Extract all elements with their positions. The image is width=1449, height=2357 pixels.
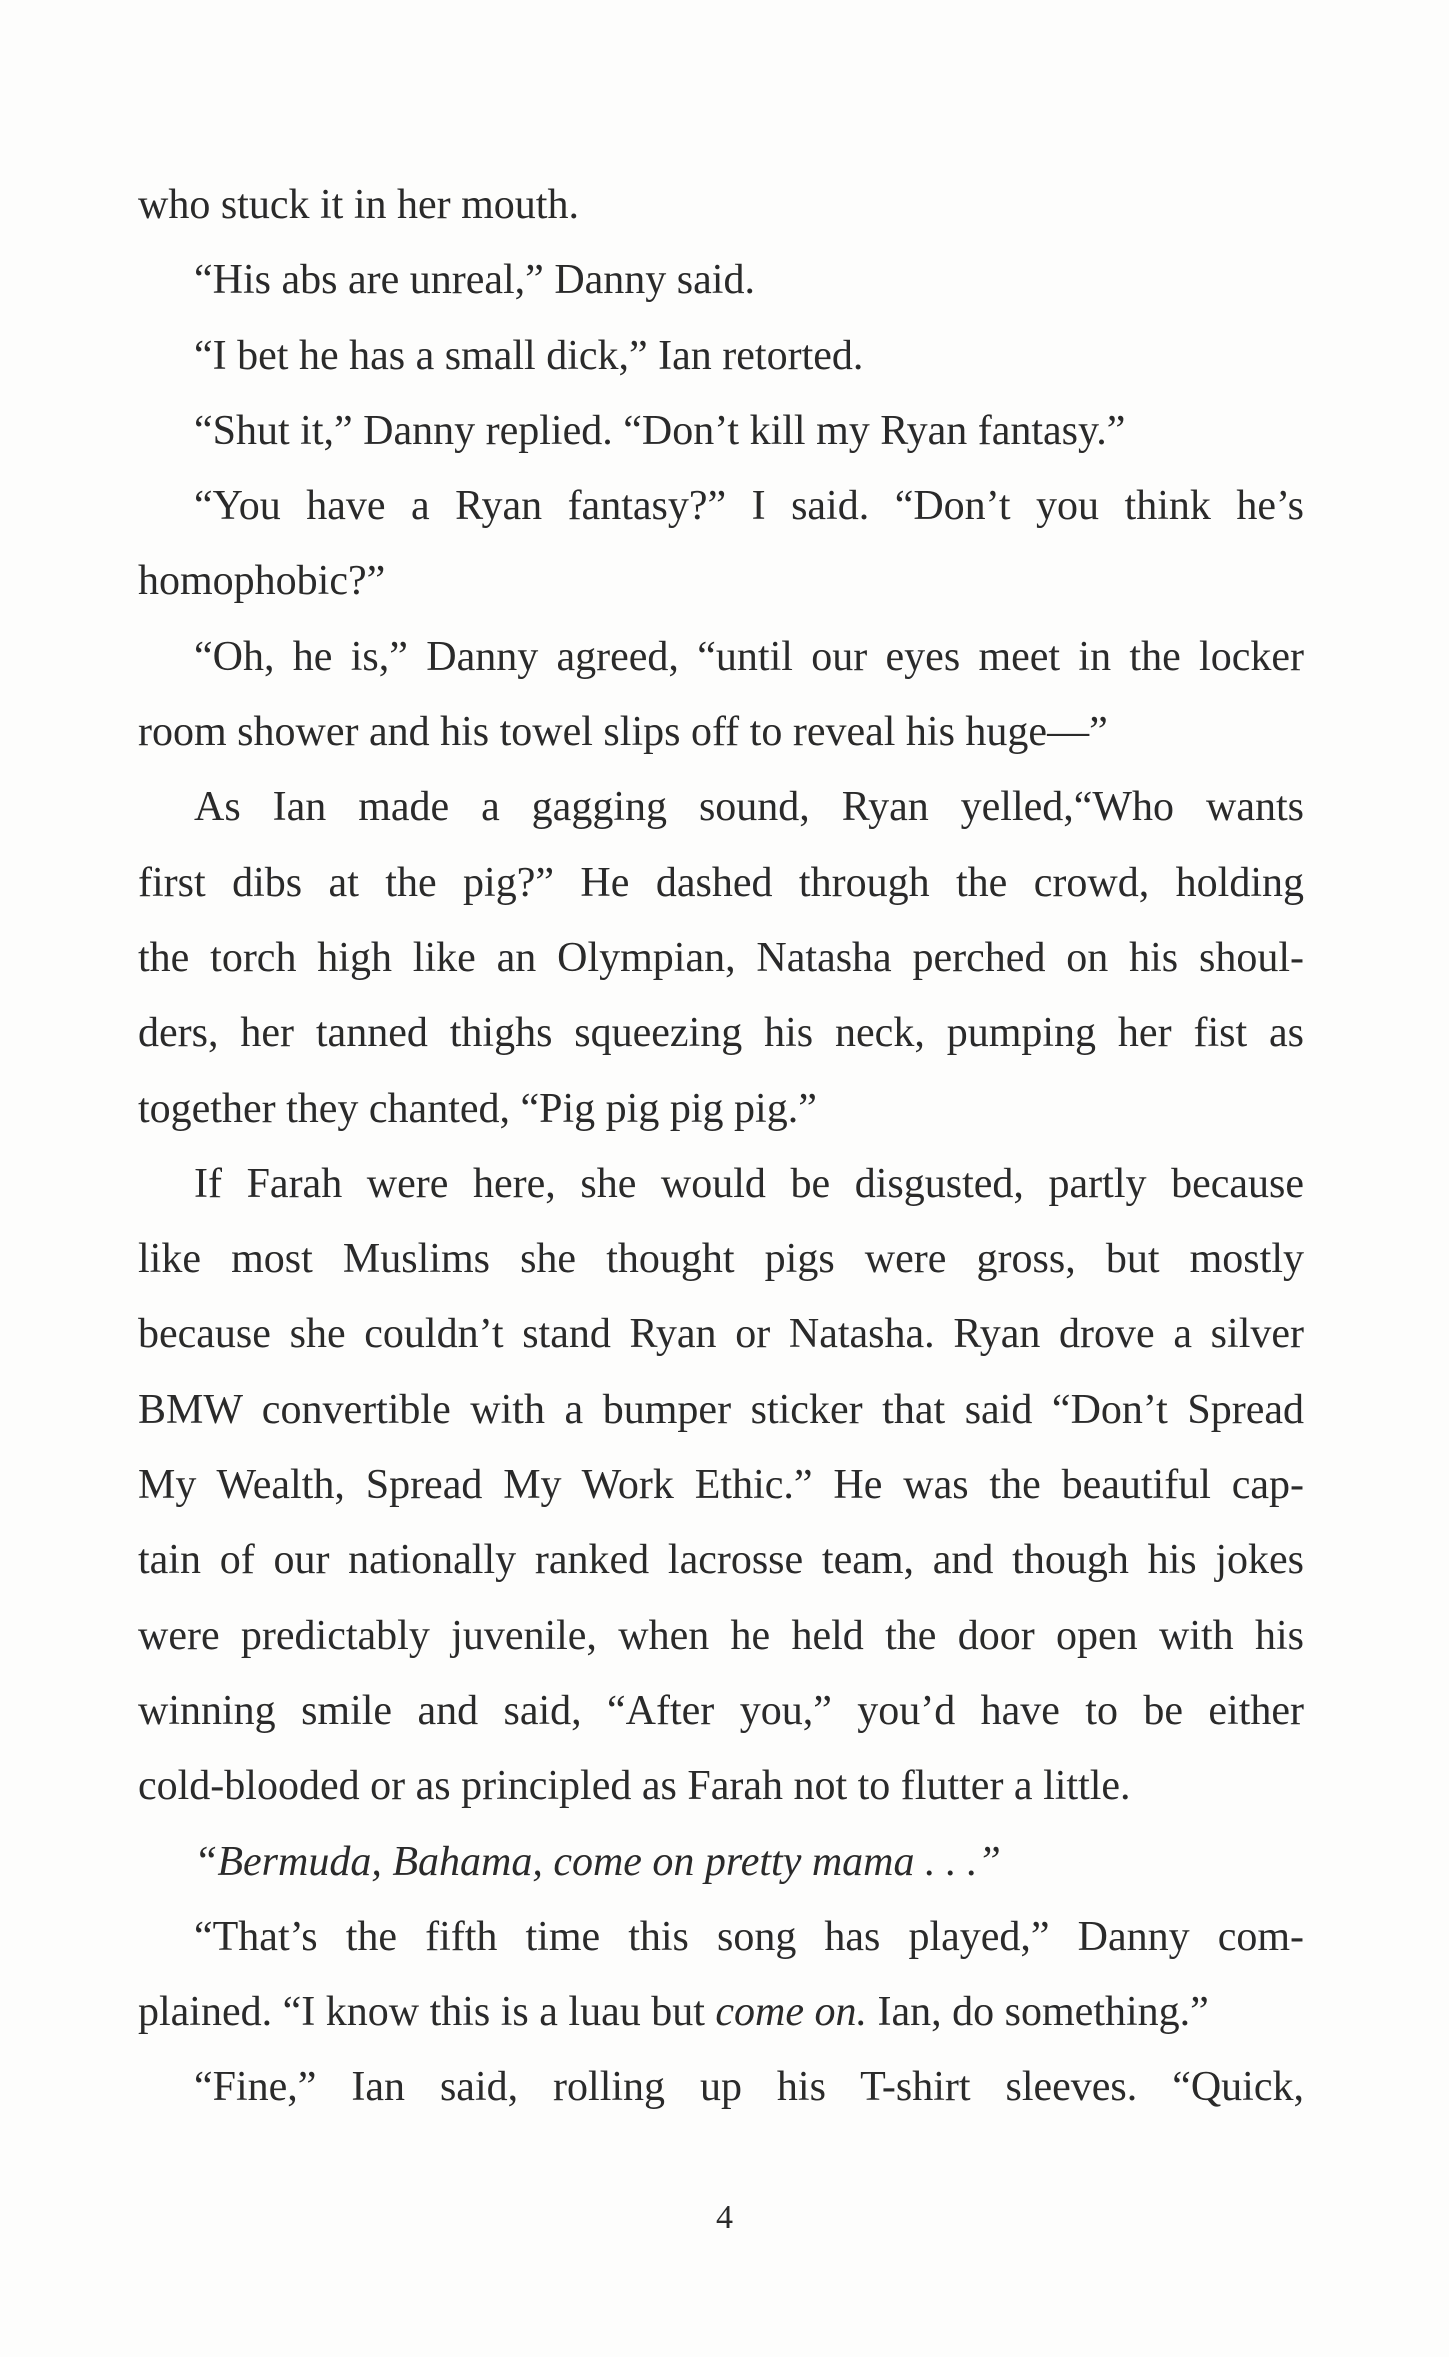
text-line-content: “Shut it,” Danny replied. “Don’t kill my Ryan fantasy.” — [194, 407, 1126, 454]
text-line — [138, 243, 1304, 318]
text-line-content: winning smile and said, “After you,” you’d have to be either — [138, 1687, 1304, 1734]
text-line-content: were predictably juvenile, when he held the door open with his — [138, 1612, 1304, 1659]
text-line-content: homophobic?” — [138, 558, 386, 605]
text-line-content: ders, her tanned thighs squeezing his neck, pumping her fist as — [138, 1010, 1304, 1057]
text-line — [138, 1825, 1304, 1900]
text-line-content: “You have a Ryan fantasy?” I said. “Don’t you think he’s — [194, 483, 1304, 530]
text-line-content: plained. “I know this is a luau but — [138, 1989, 716, 2036]
text-line-content: cold-blooded or as principled as Farah not to flutter a little. — [138, 1763, 1131, 1810]
text-line-content: tain of our nationally ranked lacrosse team, and though his jokes — [138, 1537, 1304, 1584]
text-line — [138, 469, 1304, 544]
text-line — [138, 544, 1304, 619]
text-line-content: As Ian made a gagging sound, Ryan yelled,“Who wants — [194, 784, 1304, 831]
text-line-content: If Farah were here, she would be disgusted, partly because — [194, 1160, 1304, 1207]
text-line-content: who stuck it in her mouth. — [138, 182, 579, 228]
text-line — [138, 996, 1304, 1071]
text-line — [138, 1448, 1304, 1523]
text-line-content: “That’s the fifth time this song has played,” Danny com- — [194, 1913, 1304, 1960]
text-line-continuation: Ian, do something.” — [867, 1989, 1209, 2036]
text-line-content: “Fine,” Ian said, rolling up his T-shirt sleeves. “Quick, — [194, 2064, 1304, 2111]
page-number: 4 — [716, 2199, 733, 2236]
text-line-content: “Oh, he is,” Danny agreed, “until our eyes meet in the locker — [194, 633, 1304, 680]
text-line-content: “I bet he has a small dick,” Ian retorted. — [194, 332, 864, 379]
text-line-content: first dibs at the pig?” He dashed through the crowd, holding — [138, 859, 1304, 906]
text-line-content: BMW convertible with a bumper sticker that said “Don’t Spread — [138, 1386, 1304, 1433]
text-line — [138, 1072, 1304, 1147]
text-line — [138, 1523, 1304, 1598]
text-line — [138, 1749, 1304, 1824]
text-line — [138, 1297, 1304, 1372]
text-line-content: My Wealth, Spread My Work Ethic.” He was the beautiful cap- — [138, 1462, 1304, 1509]
text-line — [138, 1222, 1304, 1297]
text-line-content: the torch high like an Olympian, Natasha perched on his shoul- — [138, 934, 1304, 981]
text-line-content: together they chanted, “Pig pig pig pig.” — [138, 1085, 817, 1132]
text-line-content: “Bermuda, Bahama, come on pretty mama . . .” — [194, 1838, 1001, 1885]
emphasis-text: come on. — [715, 1989, 868, 2036]
text-line — [138, 695, 1304, 770]
text-line — [138, 1599, 1304, 1674]
text-line-content: “His abs are unreal,” Danny said. — [194, 257, 755, 304]
text-line — [138, 1975, 1304, 2050]
text-line-content: because she couldn’t stand Ryan or Natasha. Ryan drove a silver — [138, 1311, 1304, 1358]
text-line — [138, 770, 1304, 845]
body-text — [138, 168, 1304, 2126]
text-line — [138, 168, 1304, 243]
text-line — [138, 921, 1304, 996]
text-line — [138, 394, 1304, 469]
text-line — [138, 1674, 1304, 1749]
text-line — [138, 1373, 1304, 1448]
text-line — [138, 620, 1304, 695]
text-line — [138, 1900, 1304, 1975]
text-line-content: room shower and his towel slips off to reveal his huge—” — [138, 709, 1108, 756]
text-line — [138, 2050, 1304, 2125]
text-line — [138, 846, 1304, 921]
text-line — [138, 1147, 1304, 1222]
text-line — [138, 319, 1304, 394]
text-line-content: like most Muslims she thought pigs were gross, but mostly — [138, 1236, 1304, 1283]
